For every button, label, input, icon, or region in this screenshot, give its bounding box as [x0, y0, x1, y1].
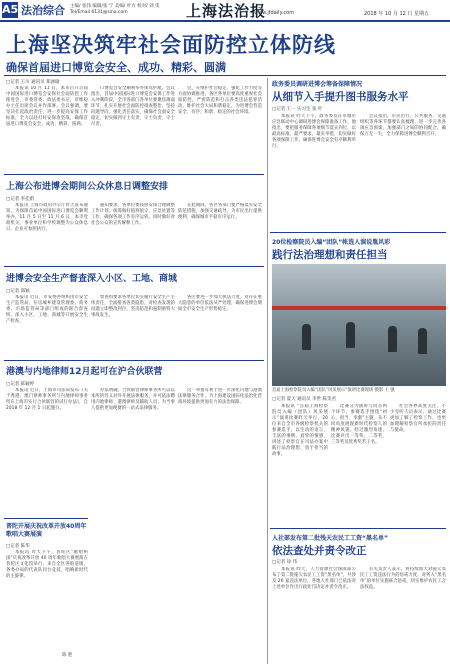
yuanwen-column-3: 在此期间，各区各部门要严格落实安全防范措施，加强交通疏导，为市民出行提供便利，确保城市平稳有序运行。: [178, 203, 262, 220]
section-divider: [4, 174, 264, 175]
lead-byline: □记者 王川 通讯员 郑涵瑜: [6, 80, 60, 85]
column-divider: [267, 78, 268, 664]
page-number: A5: [2, 3, 19, 16]
shichang-headline: 进博会安全生产督查深入小区、工地、商城: [6, 274, 178, 284]
tianhui-headline: 践行法治理想和责任担当: [272, 249, 388, 261]
issue-date: 2018 年 10 月 12 日 星期五: [364, 11, 429, 17]
lead-column-3: 会，在维护社会稳定、强化工作力度等方面协调推进，各区各单位要高度重视社会面防控，严密防范和打击各类违法犯罪活动，维护社会大局和谐稳定，为进博会营造安全、有序、和谐、稳定的社会环境。: [178, 86, 262, 115]
tianhui-kicker: 20位检察院员入编“团队”帐选人演说胤风彩: [272, 239, 391, 246]
shichang-column-1: 本报讯 近日，市安委办组织由市安全生产监管局、住房城乡建设管理委、商务委、市场监管局等部门组成的联合督查组，深入小区、工地、商城等开展安全生产检查。: [6, 295, 88, 324]
renda-byline: □记者 徐 伟: [272, 560, 298, 565]
renda-column-1: 本报讯 昨天，人力资源社会保障部公布了第二批拖欠农民工工资“黑名单”，共涉及 20 家违法单位，各地人社部门已依法对上述单位作出行政处罚决定并责令改正。: [272, 567, 356, 590]
gangao-column-2: 办法明确，合伙联营律师事务所可以以本所的名义对外开展法律服务，并可依法聘用内地律师、港澳律师及辅助人员，为当事人提供更加便捷的一站式法律服务。: [91, 388, 175, 411]
wanyuan-column-2: 会议指出，市民出行、公共服务、交通组织等各环节都要认真梳理，进一步完善各项应急预案，加强部门之间的协同配合，确保万无一失，全力保障进博会顺利召开。: [360, 114, 446, 137]
section-divider: [270, 528, 446, 529]
website-url[interactable]: www.jfdaily.com: [254, 10, 295, 16]
wanyuan-byline: □记者 王一 实习生 张 叶: [272, 107, 323, 112]
shichang-column-2: 督查组要求各单位切实履行安全生产主体责任，全面排查各类隐患，对检查发现的问题立即整改到位，坚决防范和遏制重特大事故发生。: [91, 295, 175, 318]
person-figure: [302, 324, 311, 350]
speech-contest-photo: [272, 264, 446, 386]
box-divider: [4, 518, 88, 519]
gangao-byline: □记者 陈颖婷: [6, 382, 35, 387]
renda-column-2: 有关负责人表示，将持续加大对拖欠农民工工资违法行为的惩戒力度，对列入“黑名单”的单位实施联合惩戒，切实维护农民工合法权益。: [360, 567, 446, 590]
gangao-column-3: 这一举措有利于进一步深化内地与港澳法律服务合作，为上海建设国际化法治化营商环境提供更加有力的法治保障。: [178, 388, 262, 405]
lead-subhead: 确保首届进口博览会安全、成功、精彩、圆满: [6, 61, 226, 74]
person-figure: [418, 328, 427, 354]
lead-headline: 上海坚决筑牢社会面防控立体防线: [6, 33, 336, 57]
tianhui-column-2: 比赛分为演讲与问答两个环节，参赛选手围绕“初心、担当、奉献”主题，从不同角度展现新时代检察人的精神风貌。经过激烈角逐，比赛评出一等奖、二等奖、三等奖及优秀奖若干名。: [331, 404, 387, 445]
section-divider: [4, 266, 264, 267]
yuanwen-column-1: 本报讯 上海市政府办公厅昨天发布通知，为保障首届中国国际进口博览会顺利举办，11 月 5 日至 11 月 6 日，本市党政机关、事业单位和学校调整为公众休息日，企业可参照执行。: [6, 203, 88, 232]
yuanwen-byline: □记者 李佳蔚: [6, 197, 35, 202]
tianhui-byline: □记者 夏天 通讯员 李世 陈雯君: [272, 397, 336, 402]
person-figure: [388, 326, 397, 352]
qimeng-credit: 陈 胜: [62, 653, 73, 658]
qimeng-byline: □记者 陈华: [6, 544, 30, 549]
section-divider: [4, 360, 264, 361]
lead-column-1: 本报讯 10 月 11 日，本市召开首届中国国际进口博览会安保社会面防控工作推进会，市委常委、政法委书记、市维稳办主任出席会议并作部署。会议强调，要坚决扛起政治责任，进一步提高安保工作标准，全力以赴打好安保攻坚战，确保首届进口博览会安全、成功、精彩、圆满。: [6, 86, 88, 127]
renda-headline: 人社部发布第二批残天农民工工资“黑名单”: [272, 535, 388, 542]
editor-credits: 主编/ 张伟 编辑/张 宁 美编/ 叶方 校对/ 刘 雯 Tel/Email 6131@sina.com: [70, 4, 160, 15]
lead-divider: [4, 75, 446, 76]
section-divider: [270, 232, 446, 233]
stage-banner: [272, 306, 446, 310]
masthead-logo: 上海法治报: [186, 2, 267, 20]
wanyuan-headline: 从细节入手提升图书服务水平: [272, 91, 409, 103]
shichang-column-3: 各区要进一步加大执法力度，对存在重大隐患的单位依法从严处理，确保进博会期间全市安全生产形势稳定。: [178, 295, 262, 312]
gangao-column-1: 本报讯 近日，上海市司法局发布《关于香港、澳门律师事务所与内地律师事务所在上海市实行合伙联营的试行办法》，自 2018 年 12 月 1 日起施行。: [6, 388, 88, 411]
section-title: 法治综合: [21, 4, 65, 17]
yuanwen-column-2: 通知要求，各单位要按照安排合理调整工作计划，统筹做好值班值守、应急处置等工作，确保各项工作有序运转。同时做好对社会公众的宣传解释工作。: [91, 203, 175, 226]
wanyuan-column-1: 本报讯 昨天下午，政务委员在市城市应急联动中心调研进博会保障准备工作。他指出，要把服务保障各项细节落实到位，以最高标准、最严要求、最实举措，切实做好各项保障工作，确保进博会安全有序顺利举行。: [272, 114, 356, 149]
photo-caption: 首届上海检察院员入编“团队”风采展示”演讲比赛现场 摄影 王 强: [272, 388, 395, 393]
qimeng-column-1: 本报讯 昨天下午，普陀区“歌唱祖国”庆祝改革开放 40 周年歌唱大赛展演在普陀区文化馆举行，来自全区各街道镇、各委办局的代表队同台竞技，唱响新时代的主旋律。: [6, 550, 88, 579]
tianhui-column-3: 社会各界高度关注，不少旁听人员表示，通过比赛更加了解了检察工作，也更加理解检察官所承担的责任与使命。: [390, 404, 446, 433]
qimeng-headline: 普陀开展庆祝改革开放40周年歌唱大赛展演: [6, 523, 87, 538]
wanyuan-kicker: 政务委员调研进博会筹备保障情况: [272, 81, 363, 88]
renda-subhead: 依法查处并责令改正: [272, 545, 367, 557]
lead-column-2: 口博览会安全顺利举办保驾护航。会议指出，首届中国国际进口博览会安保工作进入冲刺阶段，全市各部门各单位要聚焦薄弱环节，扎实开展社会面防控排查整治，坚持问题导向，强化责任落实，确保社会面安全稳定，切实做到守土有责、守土负责、守土尽责。: [91, 86, 175, 127]
shichang-byline: □记者 邵颖: [6, 289, 30, 294]
tianhui-column-1: 本报讯 “首届上海检察院员入编（团队）风采展示”演讲比赛昨天举行，20 位来自全市各级检察机关的参赛选手，以生动的语言、丰富的事例、真挚的情感，讲述了检察官在司法办案中践行法治理想、勇于担当的故事。: [272, 404, 328, 457]
yuanwen-headline: 上海公布进博会期间公众休息日调整安排: [6, 182, 169, 192]
person-figure: [346, 322, 355, 348]
gangao-headline: 港澳与内地律师12月起可在沪合伙联营: [6, 367, 163, 377]
